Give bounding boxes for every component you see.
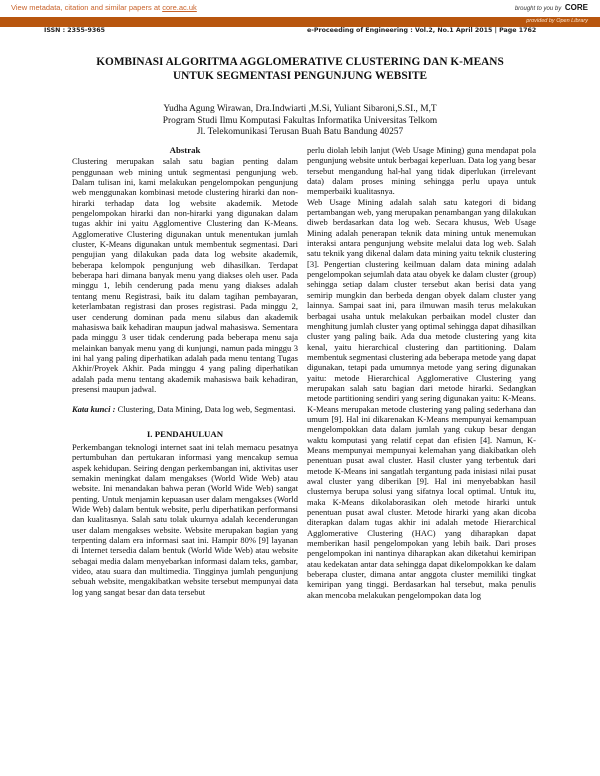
right-column: [307, 145, 536, 600]
brought-by[interactable]: [515, 3, 588, 12]
issn: ISSN : 2355-9365: [44, 27, 105, 34]
brought-by-text: brought to you by: [514, 6, 562, 12]
title-line-2: UNTUK SEGMENTASI PENGUNJUNG WEBSITE: [172, 70, 428, 82]
left-column: [72, 145, 298, 597]
affiliation: Program Studi Ilmu Komputasi Fakultas Informatika Universitas Telkom: [162, 115, 438, 126]
keywords: [72, 404, 298, 414]
title-line-1: KOMBINASI ALGORITMA AGGLOMERATIVE CLUSTERING DAN K-MEANS: [96, 56, 504, 68]
journal-info: e-Proceeding of Engineering : Vol.2, No.1 April 2015 | Page 1762: [307, 27, 537, 34]
intro-paragraph-3: Web Usage Mining adalah salah satu kategori di bidang pertambangan web, yang merupakan penambangan yang dilakukan diweb berdasarkan data log web. Secara khusus, Web Usage Mining adalah penerapan teknik data mining untuk menemukan interaksi antara pengunjung website melalui data log web. Salah satu teknik yang dikenal dalam data mining yaitu teknik clustering [3]. Pengertian clustering keilmuan dalam data mining adalah pengelompokan sejumlah data atau obyek ke dalam cluster (group) sehingga setiap dalam cluster tersebut akan berisi data yang semirip mungkin dan berbeda dengan obyek dalam cluster yang lainnya. Sampai saat ini, para ilmuwan masih terus melakukan berbagai usaha untuk melakukan perbaikan model cluster dan menghitung jumlah cluster yang optimal sehingga dapat dihasilkan cluster yang paling baik. Ada dua metode clustering yang kita kenal, yaitu hierarchical clustering dan partitioning. Dalam membentuk segmentasi clustering ada beberapa metode yang dapat digunakan, tetapi pada umumnya metode yang sering digunakan yaitu: metode Hierarchical Agglomerative Clustering yang merupakan salah satu bagian dari metode hirarki. Sedangkan metode partitioning sendiri yang sering digunakan yaitu: K-Means. K-Means merupakan metode clustering yang paling sederhana dan umum [9]. Hal ini dikarenakan K-Means mempunyai kemampuan mengelompokkan data dalam jumlah yang cukup besar dengan waktu komputasi yang relatif cepat dan efisien [4]. Namun, K-Means mempunyai mempunyai kelemahan yang diakibatkan oleh penentuan pusat awal cluster. Hasil cluster yang terbentuk dari metode K-Means ini sangatlah tergantung pada inisiasi nilai pusat awal cluster yang diberikan [9]. Hal ini menyebabkan hasil clusternya berupa solusi yang sifatnya local optimal. Untuk itu, maka K-Means dikolaborasikan oleh metode hirarki untuk penentuan pusat awal cluster. Metode hirarki yang akan dicoba diterapkan dalam tugas akhir ini adalah metode Hierarchical Agglomerative Clustering (HAC) yang diharapkan dapat memberikan hasil pengelompokan yang lebih baik. Dari proses pengelompokan ini nantinya diharapkan akan diketahui kemiripan atau kedekatan antar data sehingga dapat dikelompokkan ke dalam beberapa cluster, dimana antar anggota cluster memiliki tingkat kemiripan yang tinggi. Berdasarkan hal tersebut, maka penulis akan mencoba melakukan pengelompokan data log: [307, 196, 536, 600]
core-logo: CORE: [564, 3, 588, 12]
keywords-text: Clustering, Data Mining, Data log web, Segmentasi.: [117, 404, 296, 415]
section-heading: I. PENDAHULUAN: [146, 428, 224, 439]
core-link[interactable]: core.ac.uk: [162, 3, 197, 12]
abstract-heading: Abstrak: [169, 145, 201, 155]
provided-by[interactable]: provided by Open Library: [526, 18, 588, 24]
intro-paragraph-1: Perkembangan teknologi internet saat ini telah memacu pesatnya pertumbuhan dan pertukaran informasi yang mencakup semua aspek kehidupan. Seiring dengan perkembangan ini, aktivitas user semakin meningkat dalam mengakses (World Wide Web) atau website. Ini menandakan bahwa peran (World Wide Web) sangat penting. Untuk menjamin kepuasan user dalam mengakses (World Wide Web) dalam bentuk website, perlu diperhatikan performansi dan kualitasnya. Salah satu tolak ukurnya adalah kecenderungan user dalam mengakses website. Website merupakan bagian yang terpenting dalam era informasi saat ini. Hampir 80% [9] layanan di Internet tersedia dalam bentuk (World Wide Web) atau website sebagai media dalam menyebarkan informasi dalam teks, gambar, video, atau suara dan multimedia. Tingginya jumlah pengunjung sebuah website, mengakibatkan website tersebut mempunyai data log yang sangat besar dan data tersebut: [72, 441, 298, 597]
core-banner: [0, 0, 600, 17]
metadata-text: View metadata, citation and similar papers at: [11, 3, 161, 12]
intro-paragraph-2: perlu diolah lebih lanjut (Web Usage Mining) guna mendapat pola pengunjung website untuk berbagai keperluan. Data log yang besar tersebut mengandung hal-hal yang tidak diperlukan (irrelevant data) dalam proses mining sehingga perlu upaya untuk memperbaiki kualitasnya.: [307, 145, 536, 197]
address: Jl. Telekomunikasi Terusan Buah Batu Bandung 40257: [196, 127, 404, 137]
provider-band: [0, 17, 600, 27]
author-block: [0, 104, 600, 139]
metadata-notice: [11, 3, 197, 12]
authors: Yudha Agung Wirawan, Dra.Indwiarti ,M.Si, Yuliant Sibaroni,S.SI., M,T: [163, 104, 437, 114]
abstract-text: Clustering merupakan salah satu bagian penting dalam penggunaan web mining untuk segmentasi pengunjung web. Dalam tulisan ini, kami melakukan pengelompokan pengunjung web menggunakan kombinasi metode clustering hirarki dan non-hirarki terhadap data log website akademik. Metode pengelompokan hirarki dan non-hirarki yang digunakan dalam tugas akhir ini yaitu Agglomentive Clustering dan K-Means. Agglomerative Clustering digunakan untuk menentukan jumlah cluster, K-Means digunakan untuk membentuk segmentasi. Dari pengujian yang dilakukan pada data log website akademik, beberapa kelompok pengunjung web dihasilkan. Terdapat beberapa hari dimana banyak menu yang diakses oleh user. Pada minggu 1, lebih cenderung pada menu yang diakses adalah tentang menu Registrasi, baik itu dalam tagihan pembayaran, keterlambatan registrasi dan proses registrasi. Pada minggu 2, user cenderung dominan pada menu silabus dan akademik mahasiswa baik kehadiran maupun jadwal mahasiswa. Sementara pada minggu 3 user tidak cenderung pada beberapa menu saja melainkan banyak menu yang di kunjungi, namun pada minggu 3 ini hal yang paling diperhatikan adalah pada menu tentang Tugas Akhir/Proyek Akhir. Pada minggu 4 yang paling diperhatikan adalah pada menu tentang akademik mahasiswa baik kehadiran, presensi maupun jadwal.: [72, 156, 298, 394]
keywords-label: Kata kunci :: [72, 404, 116, 415]
paper-title: [0, 55, 600, 83]
